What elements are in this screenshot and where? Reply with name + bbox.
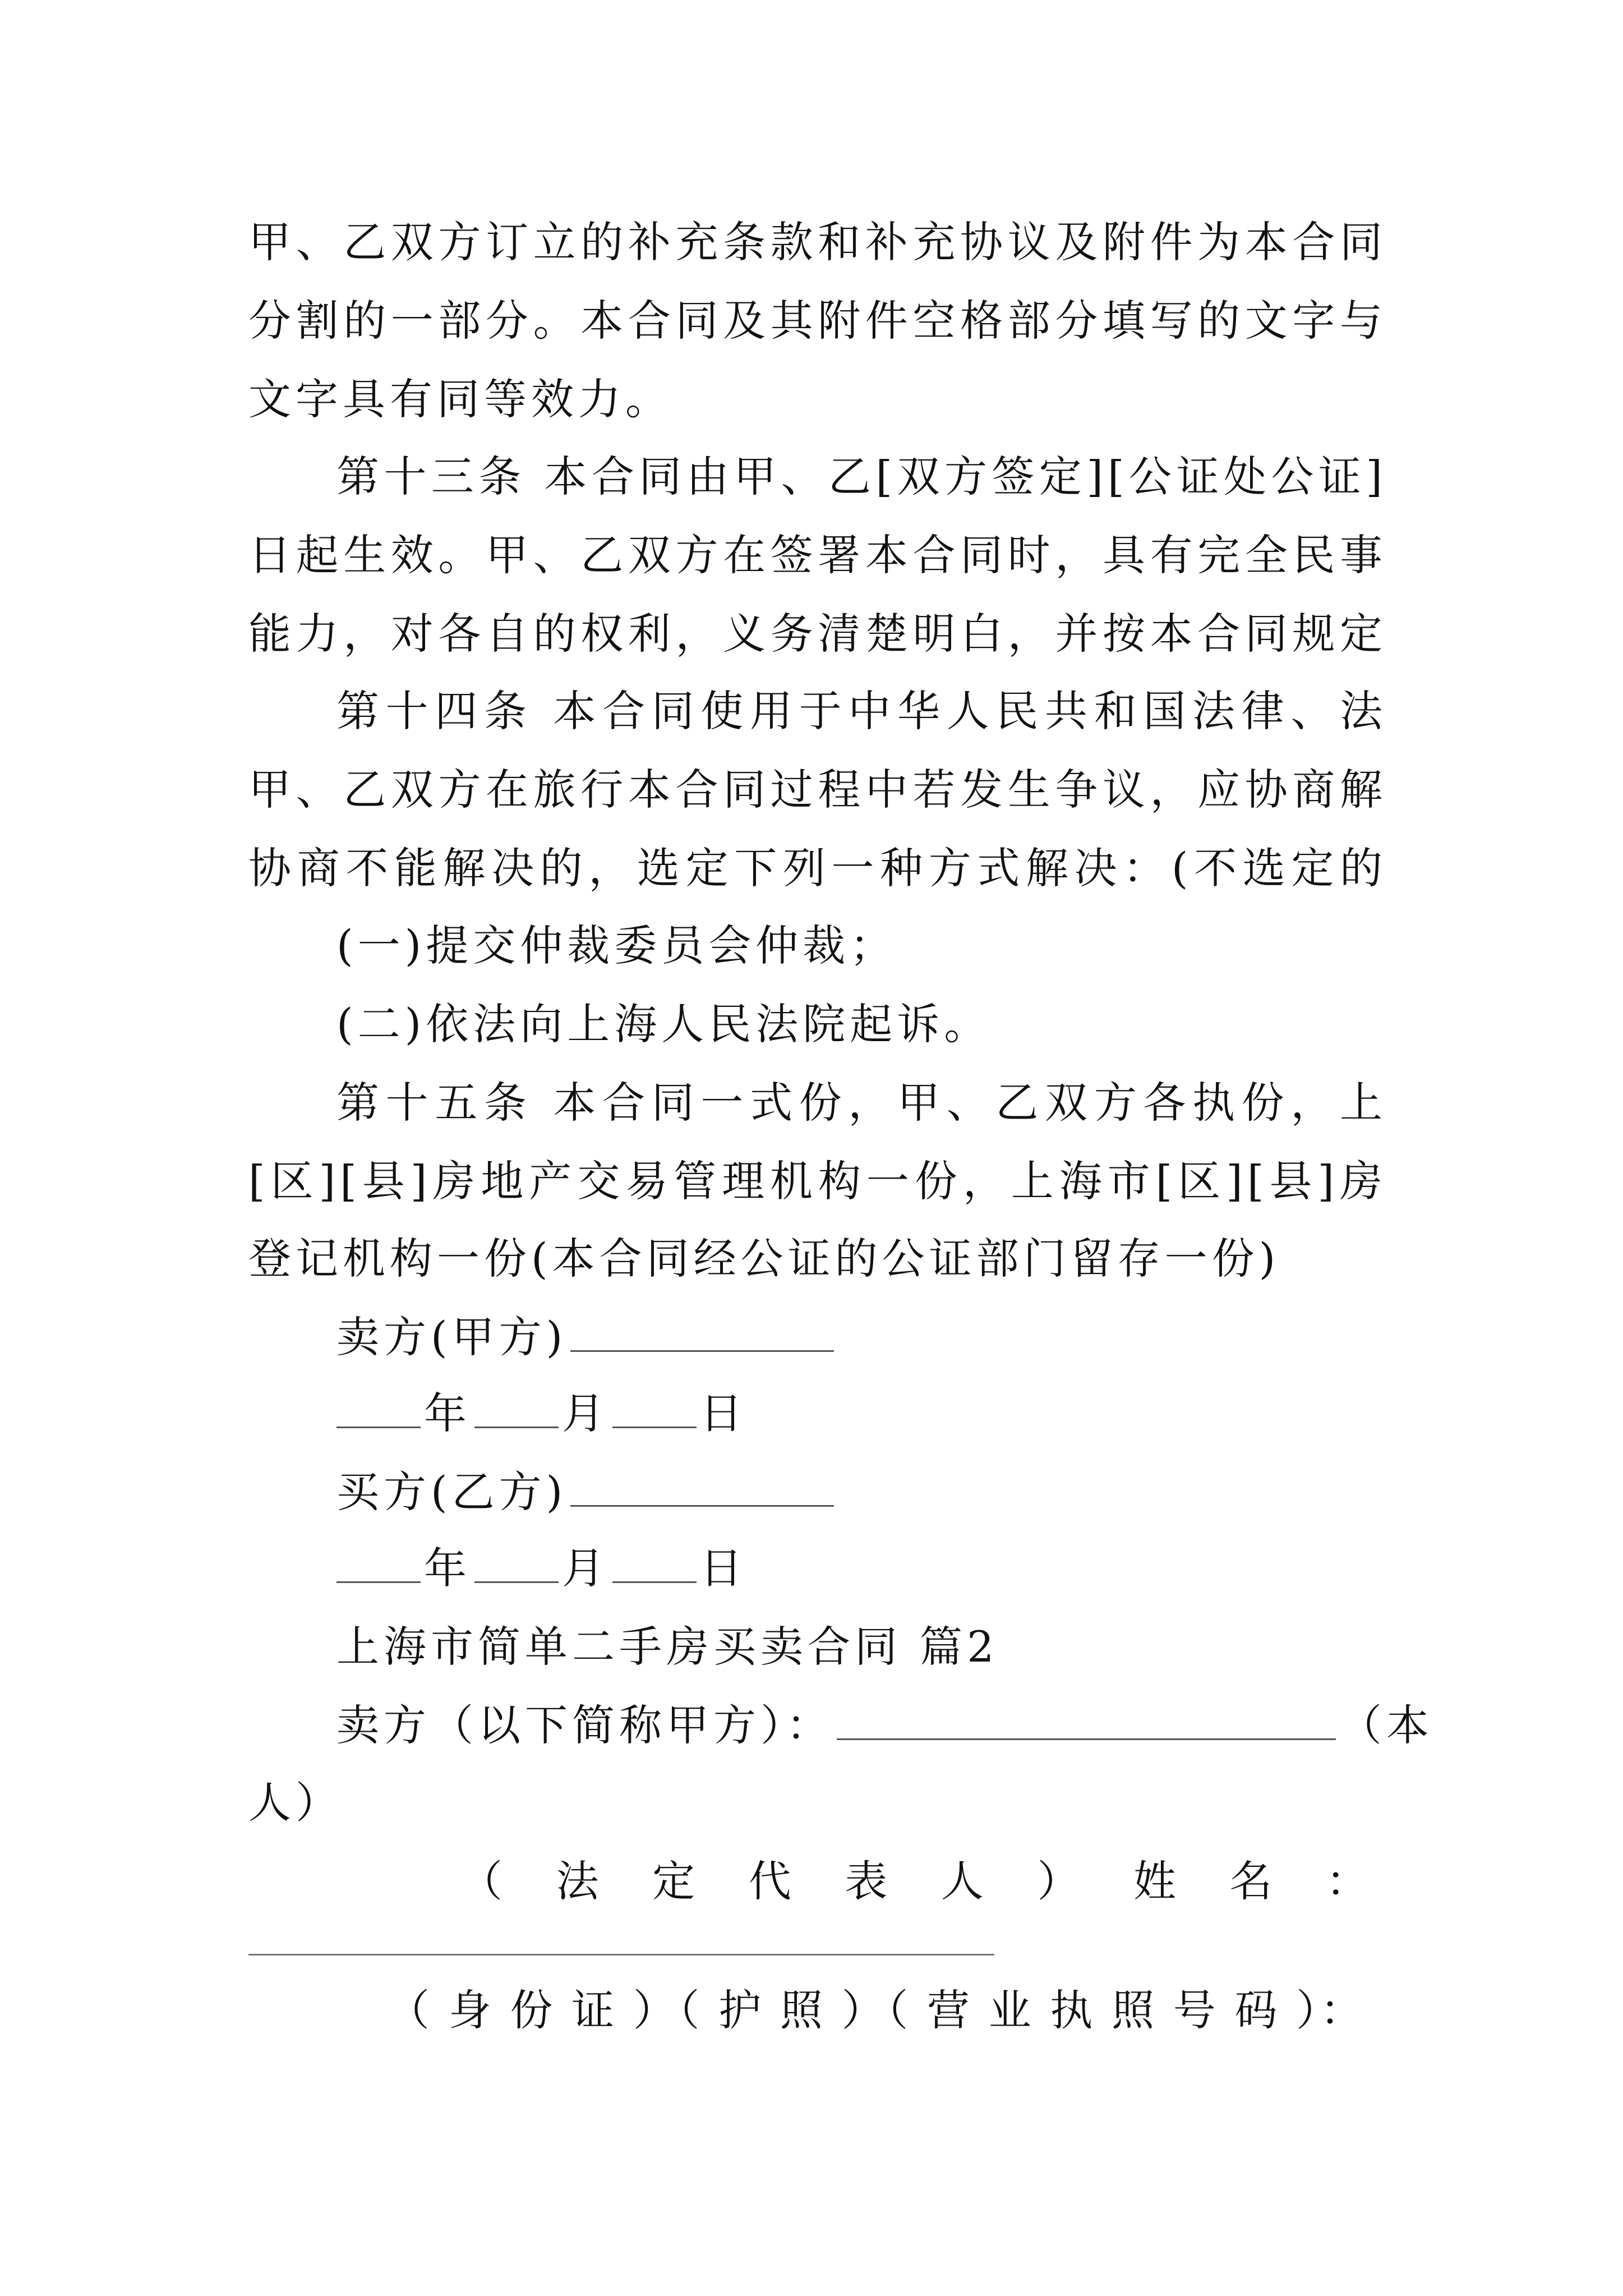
legal-rep-name-blank[interactable] bbox=[248, 1954, 994, 1955]
legal-rep-char: （ bbox=[460, 1856, 523, 1906]
seller-year-blank[interactable] bbox=[336, 1387, 421, 1428]
article15-line1: 第十五条 本合同一式份，甲、乙双方各执份，上 bbox=[336, 1078, 1387, 1128]
year-label: 年 bbox=[424, 1388, 471, 1438]
id-line-char: 执 bbox=[1050, 1985, 1096, 2035]
legal-rep-char: 人 bbox=[940, 1856, 1004, 1906]
legal-rep-char: 姓 bbox=[1133, 1856, 1196, 1906]
section-title: 上海市简单二手房买卖合同 篇2 bbox=[336, 1622, 999, 1672]
id-line-char: 照 bbox=[780, 1985, 826, 2035]
seller-date-line bbox=[336, 1386, 1387, 1442]
id-line-char: 营 bbox=[927, 1985, 972, 2035]
id-line-char: （ bbox=[387, 1985, 432, 2035]
article13-line2: 日起生效。甲、乙双方在签署本合同时，具有完全民事 bbox=[248, 530, 1387, 580]
para1-line1: 甲、乙双方订立的补充条款和补充协议及附件为本合同 bbox=[248, 217, 1387, 267]
id-line-char: 护 bbox=[718, 1985, 764, 2035]
legal-rep-char: 名 bbox=[1229, 1856, 1293, 1906]
id-line-char: 业 bbox=[988, 1985, 1034, 2035]
id-line-char: ）： bbox=[1296, 1985, 1363, 2035]
buyer-year-blank[interactable] bbox=[336, 1542, 421, 1583]
id-line-char: 码 bbox=[1234, 1985, 1280, 2035]
option-arbitration: (一)提交仲裁委员会仲裁； bbox=[336, 921, 897, 970]
legal-representative-line bbox=[460, 1853, 1368, 1910]
para1-line3: 文字具有同等效力。 bbox=[248, 374, 672, 424]
seller2-continuation: 人） bbox=[248, 1778, 343, 1828]
legal-rep-char: ） bbox=[1037, 1856, 1100, 1906]
legal-rep-char: 法 bbox=[556, 1856, 619, 1906]
month-label: 月 bbox=[562, 1388, 609, 1438]
day-label: 日 bbox=[700, 1388, 747, 1438]
id-line-char: 份 bbox=[510, 1985, 556, 2035]
legal-rep-char: 定 bbox=[652, 1856, 715, 1906]
para1-line2: 分割的一部分。本合同及其附件空格部分填写的文字与 bbox=[248, 296, 1387, 346]
year-label: 年 bbox=[424, 1543, 471, 1593]
buyer-day-blank[interactable] bbox=[612, 1542, 697, 1583]
seller-signature-line bbox=[336, 1309, 1387, 1365]
seller2-label: 卖方（以下简称甲方）： bbox=[336, 1700, 833, 1750]
article14-line2: 甲、乙双方在旅行本合同过程中若发生争议，应协商解 bbox=[248, 765, 1387, 815]
article15-line3: 登记机构一份(本合同经公证的公证部门留存一份) bbox=[248, 1234, 1280, 1283]
seller-label: 卖方(甲方) bbox=[336, 1312, 568, 1362]
seller-signature-blank[interactable] bbox=[570, 1311, 834, 1352]
buyer-label: 买方(乙方) bbox=[336, 1467, 568, 1517]
id-line-char: 身 bbox=[448, 1985, 494, 2035]
id-line-char: 照 bbox=[1112, 1985, 1157, 2035]
id-number-line bbox=[387, 1982, 1363, 2039]
buyer-signature-line bbox=[336, 1464, 1387, 1520]
seller-day-blank[interactable] bbox=[612, 1387, 697, 1428]
id-line-char: 号 bbox=[1173, 1985, 1219, 2035]
option-court: (二)依法向上海人民法院起诉。 bbox=[336, 999, 992, 1049]
legal-rep-char: ： bbox=[1326, 1856, 1369, 1906]
legal-rep-char: 表 bbox=[845, 1856, 907, 1906]
article14-line3: 协商不能解决的，选定下列一种方式解决：(不选定的 bbox=[248, 843, 1387, 893]
id-line-char: ）（ bbox=[633, 1985, 703, 2035]
buyer-date-line bbox=[336, 1540, 1387, 1596]
seller2-suffix: （本 bbox=[1339, 1700, 1433, 1750]
article14-line1: 第十四条 本合同使用于中华人民共和国法律、法 bbox=[336, 686, 1387, 736]
seller2-name-blank[interactable] bbox=[837, 1699, 1336, 1740]
legal-rep-char: 代 bbox=[748, 1856, 811, 1906]
buyer-signature-blank[interactable] bbox=[570, 1466, 834, 1507]
month-label: 月 bbox=[562, 1543, 609, 1593]
article13-line1: 第十三条 本合同由甲、乙[双方签定][公证处公证] bbox=[336, 452, 1387, 501]
buyer-month-blank[interactable] bbox=[474, 1542, 559, 1583]
article15-line2: [区][县]房地产交易管理机构一份，上海市[区][县]房 bbox=[248, 1156, 1387, 1206]
day-label: 日 bbox=[700, 1543, 747, 1593]
id-line-char: 证 bbox=[571, 1985, 617, 2035]
article13-line3: 能力，对各自的权利，义务清楚明白，并按本合同规定 bbox=[248, 609, 1387, 659]
id-line-char: ）（ bbox=[841, 1985, 911, 2035]
seller2-line bbox=[336, 1697, 1433, 1754]
seller-month-blank[interactable] bbox=[474, 1387, 559, 1428]
